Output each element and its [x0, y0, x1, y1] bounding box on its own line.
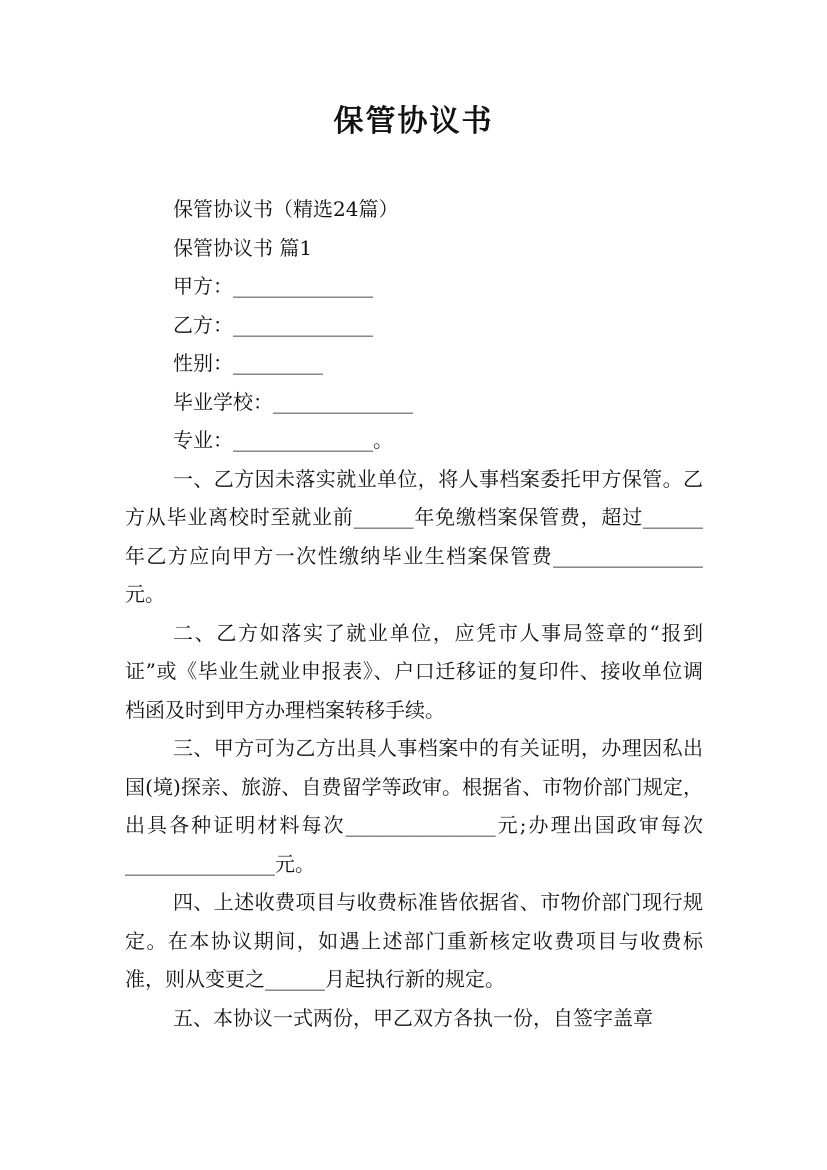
document-body [125, 190, 703, 1037]
school-field: 毕业学校：______________ [173, 389, 413, 414]
party-a-field: 甲方：______________ [173, 274, 373, 298]
subtitle-line: 保管协议书（精选24篇） [173, 197, 399, 221]
gender-field: 性别：_________ [173, 351, 323, 375]
clause-4: 四、上述收费项目与收费标准皆依据省、市物价部门现行规定。在本协议期间，如遇上述部门重新核定收费项目与收费标准，则从变更之______月起执行新的规定。 [125, 890, 703, 991]
document-title: 保管协议书 [333, 104, 494, 139]
clause-1: 一、乙方因未落实就业单位，将人事档案委托甲方保管。乙方从毕业离校时至就业前______年免缴档案保管费，超过______年乙方应向甲方一次性缴纳毕业生档案保管费_______________元。 [125, 466, 703, 606]
clause-3: 三、甲方可为乙方出具人事档案中的有关证明，办理因私出国(境)探亲、旅游、自费留学等政审。根据省、市物价部门规定，出具各种证明材料每次_______________元;办理出国政审每次_______________元。 [125, 736, 703, 876]
section-heading: 保管协议书 篇1 [173, 235, 313, 260]
major-field: 专业：______________。 [173, 428, 393, 452]
clause-2: 二、乙方如落实了就业单位，应凭市人事局签章的“报到证”或《毕业生就业申报表》、户口迁移证的复印件、接收单位调档函及时到甲方办理档案转移手续。 [125, 620, 703, 722]
clause-5: 五、本协议一式两份，甲乙双方各执一份，自签字盖章 [173, 1005, 653, 1030]
party-b-field: 乙方：______________ [173, 312, 373, 337]
